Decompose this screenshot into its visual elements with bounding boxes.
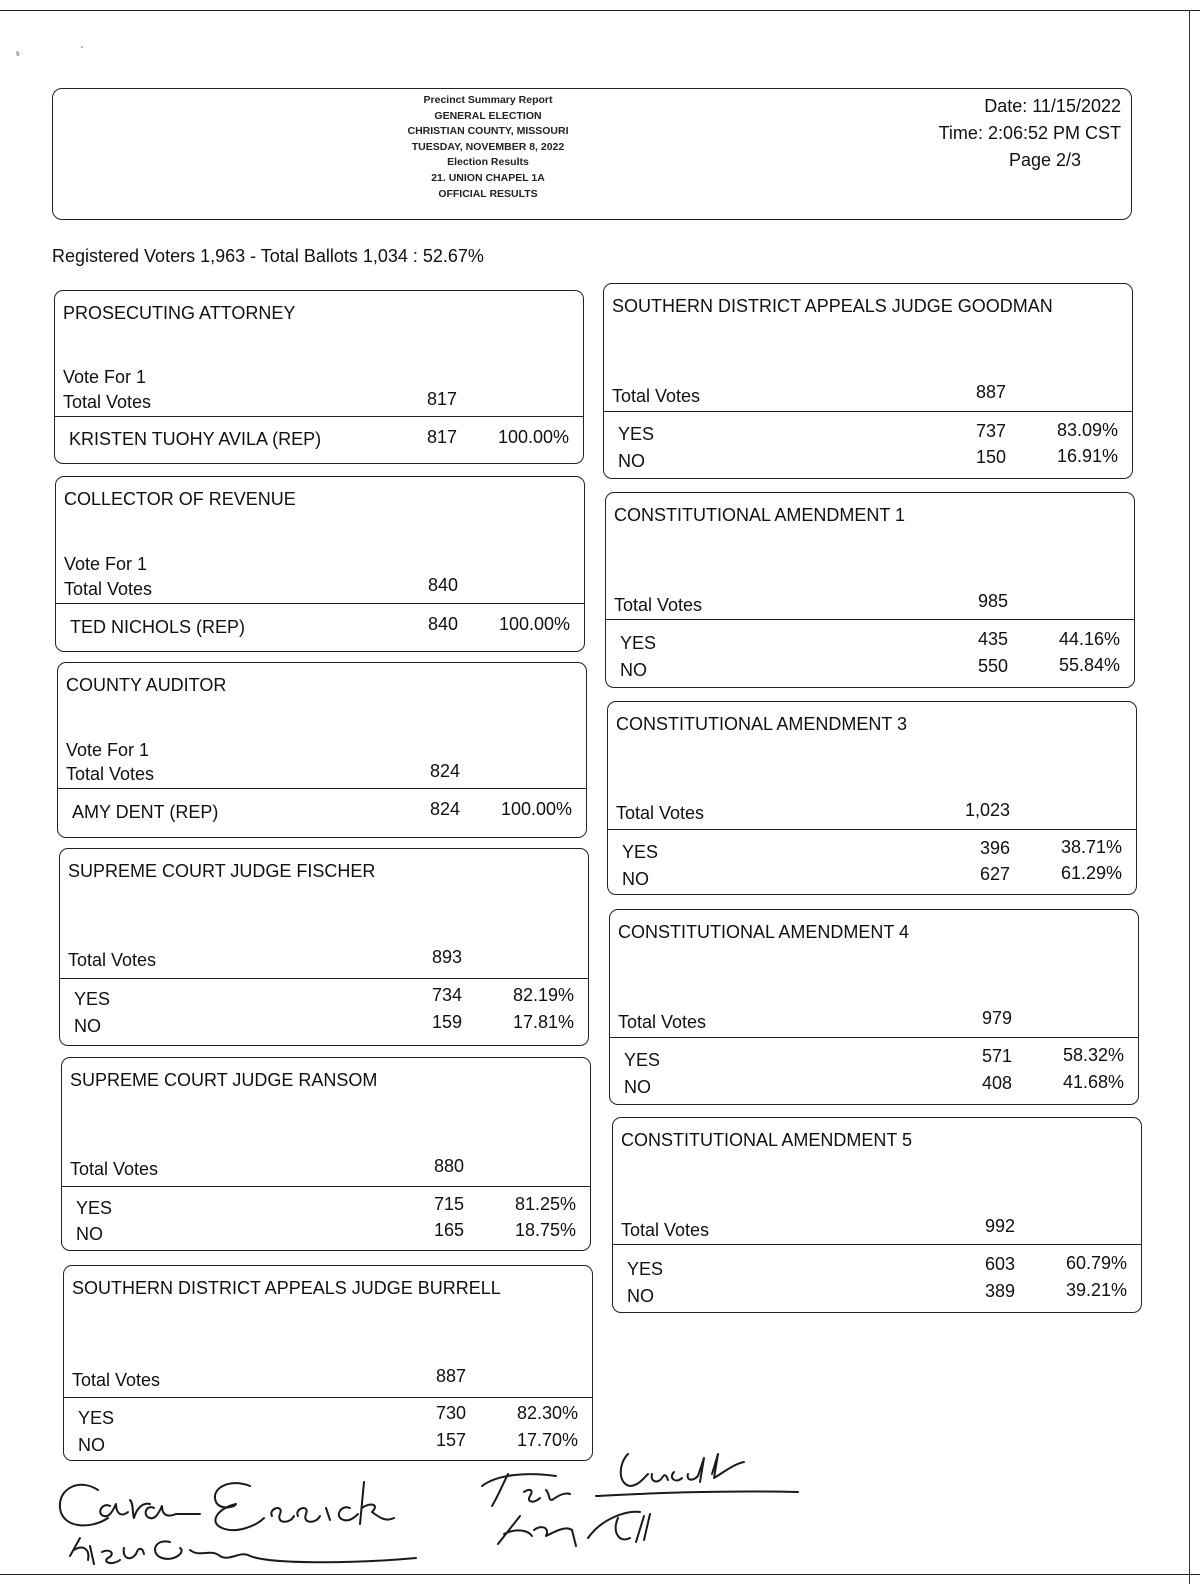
row-divider	[604, 411, 1132, 412]
registration-summary: Registered Voters 1,963 - Total Ballots 1,034 : 52.67%	[52, 246, 484, 266]
option-yes-votes: 435	[977, 629, 1008, 649]
row-divider	[610, 1037, 1138, 1038]
total-votes-label: Total Votes	[618, 1012, 707, 1032]
contest-appeals-judge-burrell	[63, 1265, 593, 1461]
total-votes-label: Total Votes	[621, 1220, 710, 1240]
report-time: Time: 2:06:52 PM CST	[938, 123, 1121, 143]
total-votes-value: 840	[427, 575, 458, 595]
option-no-percent: 41.68%	[1062, 1072, 1124, 1092]
candidate-name: KRISTEN TUOHY AVILA (REP)	[69, 429, 322, 449]
contest-title: CONSTITUTIONAL AMENDMENT 5	[621, 1130, 913, 1150]
option-yes-votes: 603	[984, 1254, 1015, 1274]
contest-supreme-court-fischer	[59, 848, 589, 1046]
option-yes-label: YES	[622, 842, 659, 862]
option-yes-percent: 60.79%	[1065, 1253, 1127, 1273]
option-no-label: NO	[620, 660, 647, 680]
contest-title: CONSTITUTIONAL AMENDMENT 3	[616, 714, 908, 734]
option-yes-percent: 83.09%	[1056, 420, 1118, 440]
candidate-name: TED NICHOLS (REP)	[70, 617, 246, 637]
row-divider	[60, 978, 588, 979]
report-date: Date: 11/15/2022	[984, 96, 1121, 116]
contest-amendment-1	[605, 492, 1135, 688]
option-yes-label: YES	[627, 1259, 664, 1279]
option-no-label: NO	[74, 1016, 101, 1036]
total-votes-label: Total Votes	[66, 764, 155, 784]
report-title: Precinct Summary Report	[423, 94, 553, 106]
contest-title: CONSTITUTIONAL AMENDMENT 4	[618, 922, 910, 942]
total-votes-value: 985	[977, 591, 1008, 611]
contest-county-auditor	[57, 662, 587, 838]
option-no-label: NO	[624, 1077, 651, 1097]
election-name: GENERAL ELECTION	[434, 109, 542, 122]
scan-speck: ˏ	[80, 38, 84, 49]
option-yes-percent: 82.19%	[512, 985, 574, 1005]
contest-title: SOUTHERN DISTRICT APPEALS JUDGE BURRELL	[72, 1278, 501, 1298]
row-divider	[58, 788, 586, 789]
total-votes-label: Total Votes	[616, 803, 705, 823]
vote-for-label: Vote For 1	[63, 367, 147, 387]
option-yes-percent: 81.25%	[514, 1194, 576, 1214]
election-date: TUESDAY, NOVEMBER 8, 2022	[411, 140, 565, 153]
option-no-votes: 389	[984, 1281, 1015, 1301]
vote-for-label: Vote For 1	[64, 554, 148, 574]
contest-title: COUNTY AUDITOR	[66, 675, 227, 695]
option-yes-percent: 38.71%	[1060, 837, 1122, 857]
row-divider	[55, 416, 583, 417]
total-votes-value: 887	[435, 1366, 466, 1386]
option-no-percent: 17.70%	[516, 1430, 578, 1450]
contest-title: PROSECUTING ATTORNEY	[63, 303, 296, 323]
total-votes-label: Total Votes	[72, 1370, 161, 1390]
option-yes-label: YES	[624, 1050, 661, 1070]
candidate-percent: 100.00%	[500, 799, 572, 819]
option-yes-label: YES	[74, 989, 111, 1009]
report-title-block	[353, 93, 623, 202]
contest-appeals-judge-goodman	[603, 283, 1133, 479]
right-signature	[468, 1434, 813, 1574]
row-divider	[56, 603, 584, 604]
official-label: OFFICIAL RESULTS	[438, 187, 538, 200]
candidate-votes: 824	[429, 799, 460, 819]
total-votes-value: 893	[431, 947, 462, 967]
contest-title: SUPREME COURT JUDGE RANSOM	[70, 1070, 378, 1090]
option-no-label: NO	[78, 1435, 105, 1455]
candidate-votes: 817	[426, 427, 457, 447]
total-votes-label: Total Votes	[614, 595, 703, 615]
contest-title: SUPREME COURT JUDGE FISCHER	[68, 861, 376, 881]
option-no-votes: 157	[435, 1430, 466, 1450]
option-no-votes: 150	[975, 447, 1006, 467]
option-no-percent: 16.91%	[1056, 446, 1118, 466]
candidate-name: AMY DENT (REP)	[72, 802, 219, 822]
option-no-percent: 61.29%	[1060, 863, 1122, 883]
contest-prosecuting-attorney	[54, 290, 584, 464]
option-yes-label: YES	[618, 424, 655, 444]
option-no-percent: 18.75%	[514, 1220, 576, 1240]
option-yes-percent: 44.16%	[1058, 629, 1120, 649]
contest-amendment-4	[609, 909, 1139, 1105]
total-votes-value: 979	[981, 1008, 1012, 1028]
contest-title: COLLECTOR OF REVENUE	[64, 489, 296, 509]
option-no-percent: 17.81%	[512, 1012, 574, 1032]
row-divider	[606, 619, 1134, 620]
option-yes-votes: 571	[981, 1046, 1012, 1066]
contest-collector-of-revenue	[55, 476, 585, 652]
candidate-percent: 100.00%	[497, 427, 569, 447]
total-votes-value: 880	[433, 1156, 464, 1176]
row-divider	[62, 1186, 590, 1187]
total-votes-label: Total Votes	[68, 950, 157, 970]
candidate-percent: 100.00%	[498, 614, 570, 634]
row-divider	[608, 829, 1136, 830]
total-votes-value: 824	[429, 761, 460, 781]
county-name: CHRISTIAN COUNTY, MISSOURI	[407, 125, 569, 138]
option-no-votes: 627	[979, 864, 1010, 884]
total-votes-label: Total Votes	[63, 392, 152, 412]
page-number: Page 2/3	[1008, 150, 1081, 170]
option-no-label: NO	[627, 1286, 654, 1306]
contest-title: SOUTHERN DISTRICT APPEALS JUDGE GOODMAN	[612, 296, 1053, 316]
total-votes-label: Total Votes	[70, 1159, 159, 1179]
contest-supreme-court-ransom	[61, 1057, 591, 1251]
page-top-rule	[0, 10, 1200, 11]
contest-title: CONSTITUTIONAL AMENDMENT 1	[614, 505, 906, 525]
option-yes-votes: 734	[431, 985, 462, 1005]
option-yes-percent: 82.30%	[516, 1403, 578, 1423]
option-yes-label: YES	[78, 1408, 115, 1428]
option-no-votes: 550	[977, 656, 1008, 676]
row-divider	[613, 1244, 1141, 1245]
total-votes-value: 817	[426, 389, 457, 409]
option-yes-votes: 396	[979, 838, 1010, 858]
total-votes-value: 992	[984, 1216, 1015, 1236]
total-votes-value: 887	[975, 382, 1006, 402]
option-no-votes: 159	[431, 1012, 462, 1032]
vote-for-label: Vote For 1	[66, 740, 150, 760]
option-no-percent: 55.84%	[1058, 655, 1120, 675]
option-no-label: NO	[618, 451, 645, 471]
option-no-label: NO	[622, 869, 649, 889]
option-yes-votes: 737	[975, 421, 1006, 441]
report-header	[52, 88, 1132, 220]
row-divider	[64, 1397, 592, 1398]
contest-amendment-3	[607, 701, 1137, 895]
option-yes-votes: 715	[433, 1194, 464, 1214]
page-right-rule	[1189, 10, 1190, 1584]
option-no-votes: 165	[433, 1220, 464, 1240]
report-meta	[939, 93, 1121, 174]
left-signature	[50, 1468, 430, 1578]
results-label: Election Results	[447, 156, 529, 169]
option-no-label: NO	[76, 1224, 103, 1244]
scan-speck: ˢ	[16, 50, 20, 61]
option-no-percent: 39.21%	[1065, 1280, 1127, 1300]
total-votes-label: Total Votes	[612, 386, 701, 406]
option-yes-votes: 730	[435, 1403, 466, 1423]
option-yes-label: YES	[76, 1198, 113, 1218]
total-votes-value: 1,023	[964, 800, 1010, 820]
option-no-votes: 408	[981, 1073, 1012, 1093]
precinct-name: 21. UNION CHAPEL 1A	[431, 171, 545, 184]
option-yes-label: YES	[620, 633, 657, 653]
option-yes-percent: 58.32%	[1062, 1045, 1124, 1065]
candidate-votes: 840	[427, 614, 458, 634]
contest-amendment-5	[612, 1117, 1142, 1313]
total-votes-label: Total Votes	[64, 579, 153, 599]
